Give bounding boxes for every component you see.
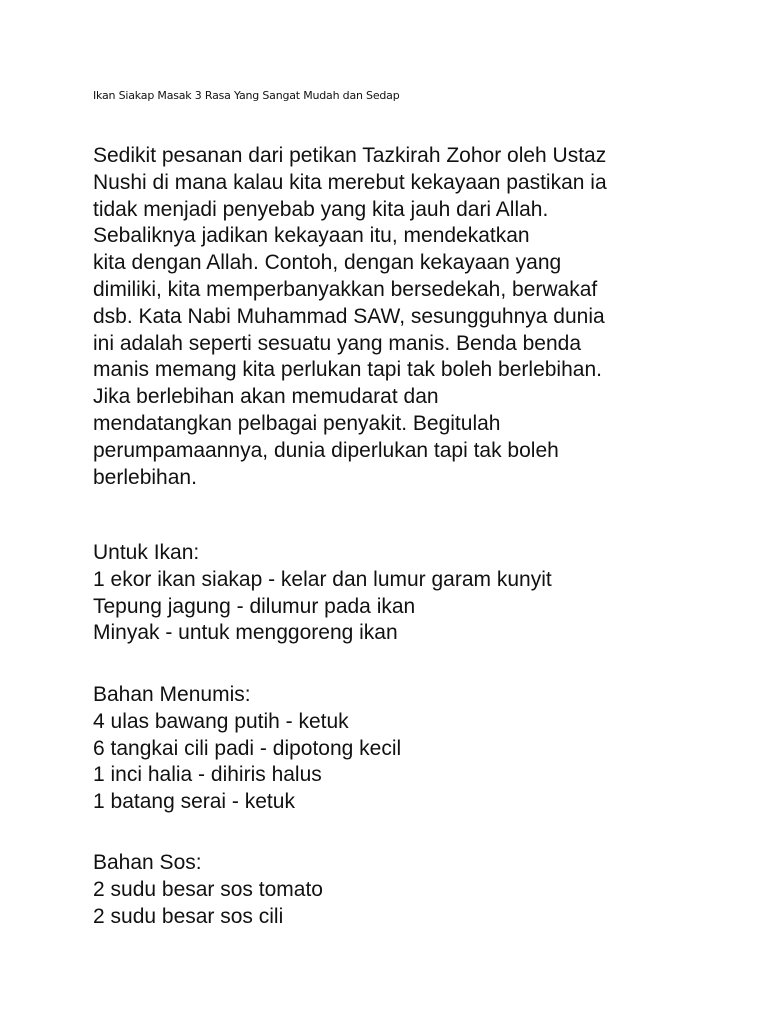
section-heading: Bahan Menumis:	[93, 683, 251, 706]
ingredient-item: Minyak - untuk menggoreng ikan	[93, 621, 398, 645]
ingredient-item: 2 sudu besar sos cili	[93, 904, 284, 928]
ingredient-item: 2 sudu besar sos tomato	[93, 877, 323, 901]
ingredient-item: 1 batang serai - ketuk	[93, 790, 295, 814]
section-heading: Bahan Sos:	[93, 851, 202, 874]
ingredient-item: 1 ekor ikan siakap - kelar dan lumur garam kunyit	[93, 567, 552, 591]
intro-line: Sedikit pesanan dari petikan Tazkirah Zohor oleh Ustaz	[93, 144, 607, 167]
ingredient-item: 6 tangkai cili padi - dipotong kecil	[93, 736, 402, 760]
section-bahan-sos	[93, 850, 713, 930]
ingredient-item: 4 ulas bawang putih - ketuk	[93, 709, 349, 733]
section-bahan-menumis	[93, 682, 713, 816]
intro-line: mendatangkan pelbagai penyakit. Begitulah	[93, 411, 501, 435]
document-title: Ikan Siakap Masak 3 Rasa Yang Sangat Mudah dan Sedap	[93, 89, 400, 102]
intro-line: dimiliki, kita memperbanyakkan bersedekah, berwakaf	[93, 277, 598, 301]
intro-line: Jika berlebihan akan memudarat dan	[93, 385, 439, 409]
intro-line: tidak menjadi penyebab yang kita jauh dari Allah.	[93, 197, 549, 221]
intro-line: kita dengan Allah. Contoh, dengan kekayaan yang	[93, 251, 562, 275]
section-untuk-ikan	[93, 540, 713, 647]
intro-line: perumpamaannya, dunia diperlukan tapi tak boleh	[93, 438, 559, 462]
section-heading: Untuk Ikan:	[93, 541, 200, 564]
intro-line: dsb. Kata Nabi Muhammad SAW, sesungguhnya dunia	[93, 304, 605, 328]
ingredient-item: Tepung jagung - dilumur pada ikan	[93, 594, 416, 618]
ingredient-item: 1 inci halia - dihiris halus	[93, 763, 322, 787]
intro-line: Sebaliknya jadikan kekayaan itu, mendekatkan	[93, 224, 530, 248]
intro-paragraph	[93, 143, 713, 491]
intro-line: manis memang kita perlukan tapi tak boleh berlebihan.	[93, 358, 602, 382]
intro-line: ini adalah seperti sesuatu yang manis. Benda benda	[93, 331, 582, 355]
intro-line: Nushi di mana kalau kita merebut kekayaan pastikan ia	[93, 170, 607, 194]
intro-line: berlebihan.	[93, 465, 197, 489]
